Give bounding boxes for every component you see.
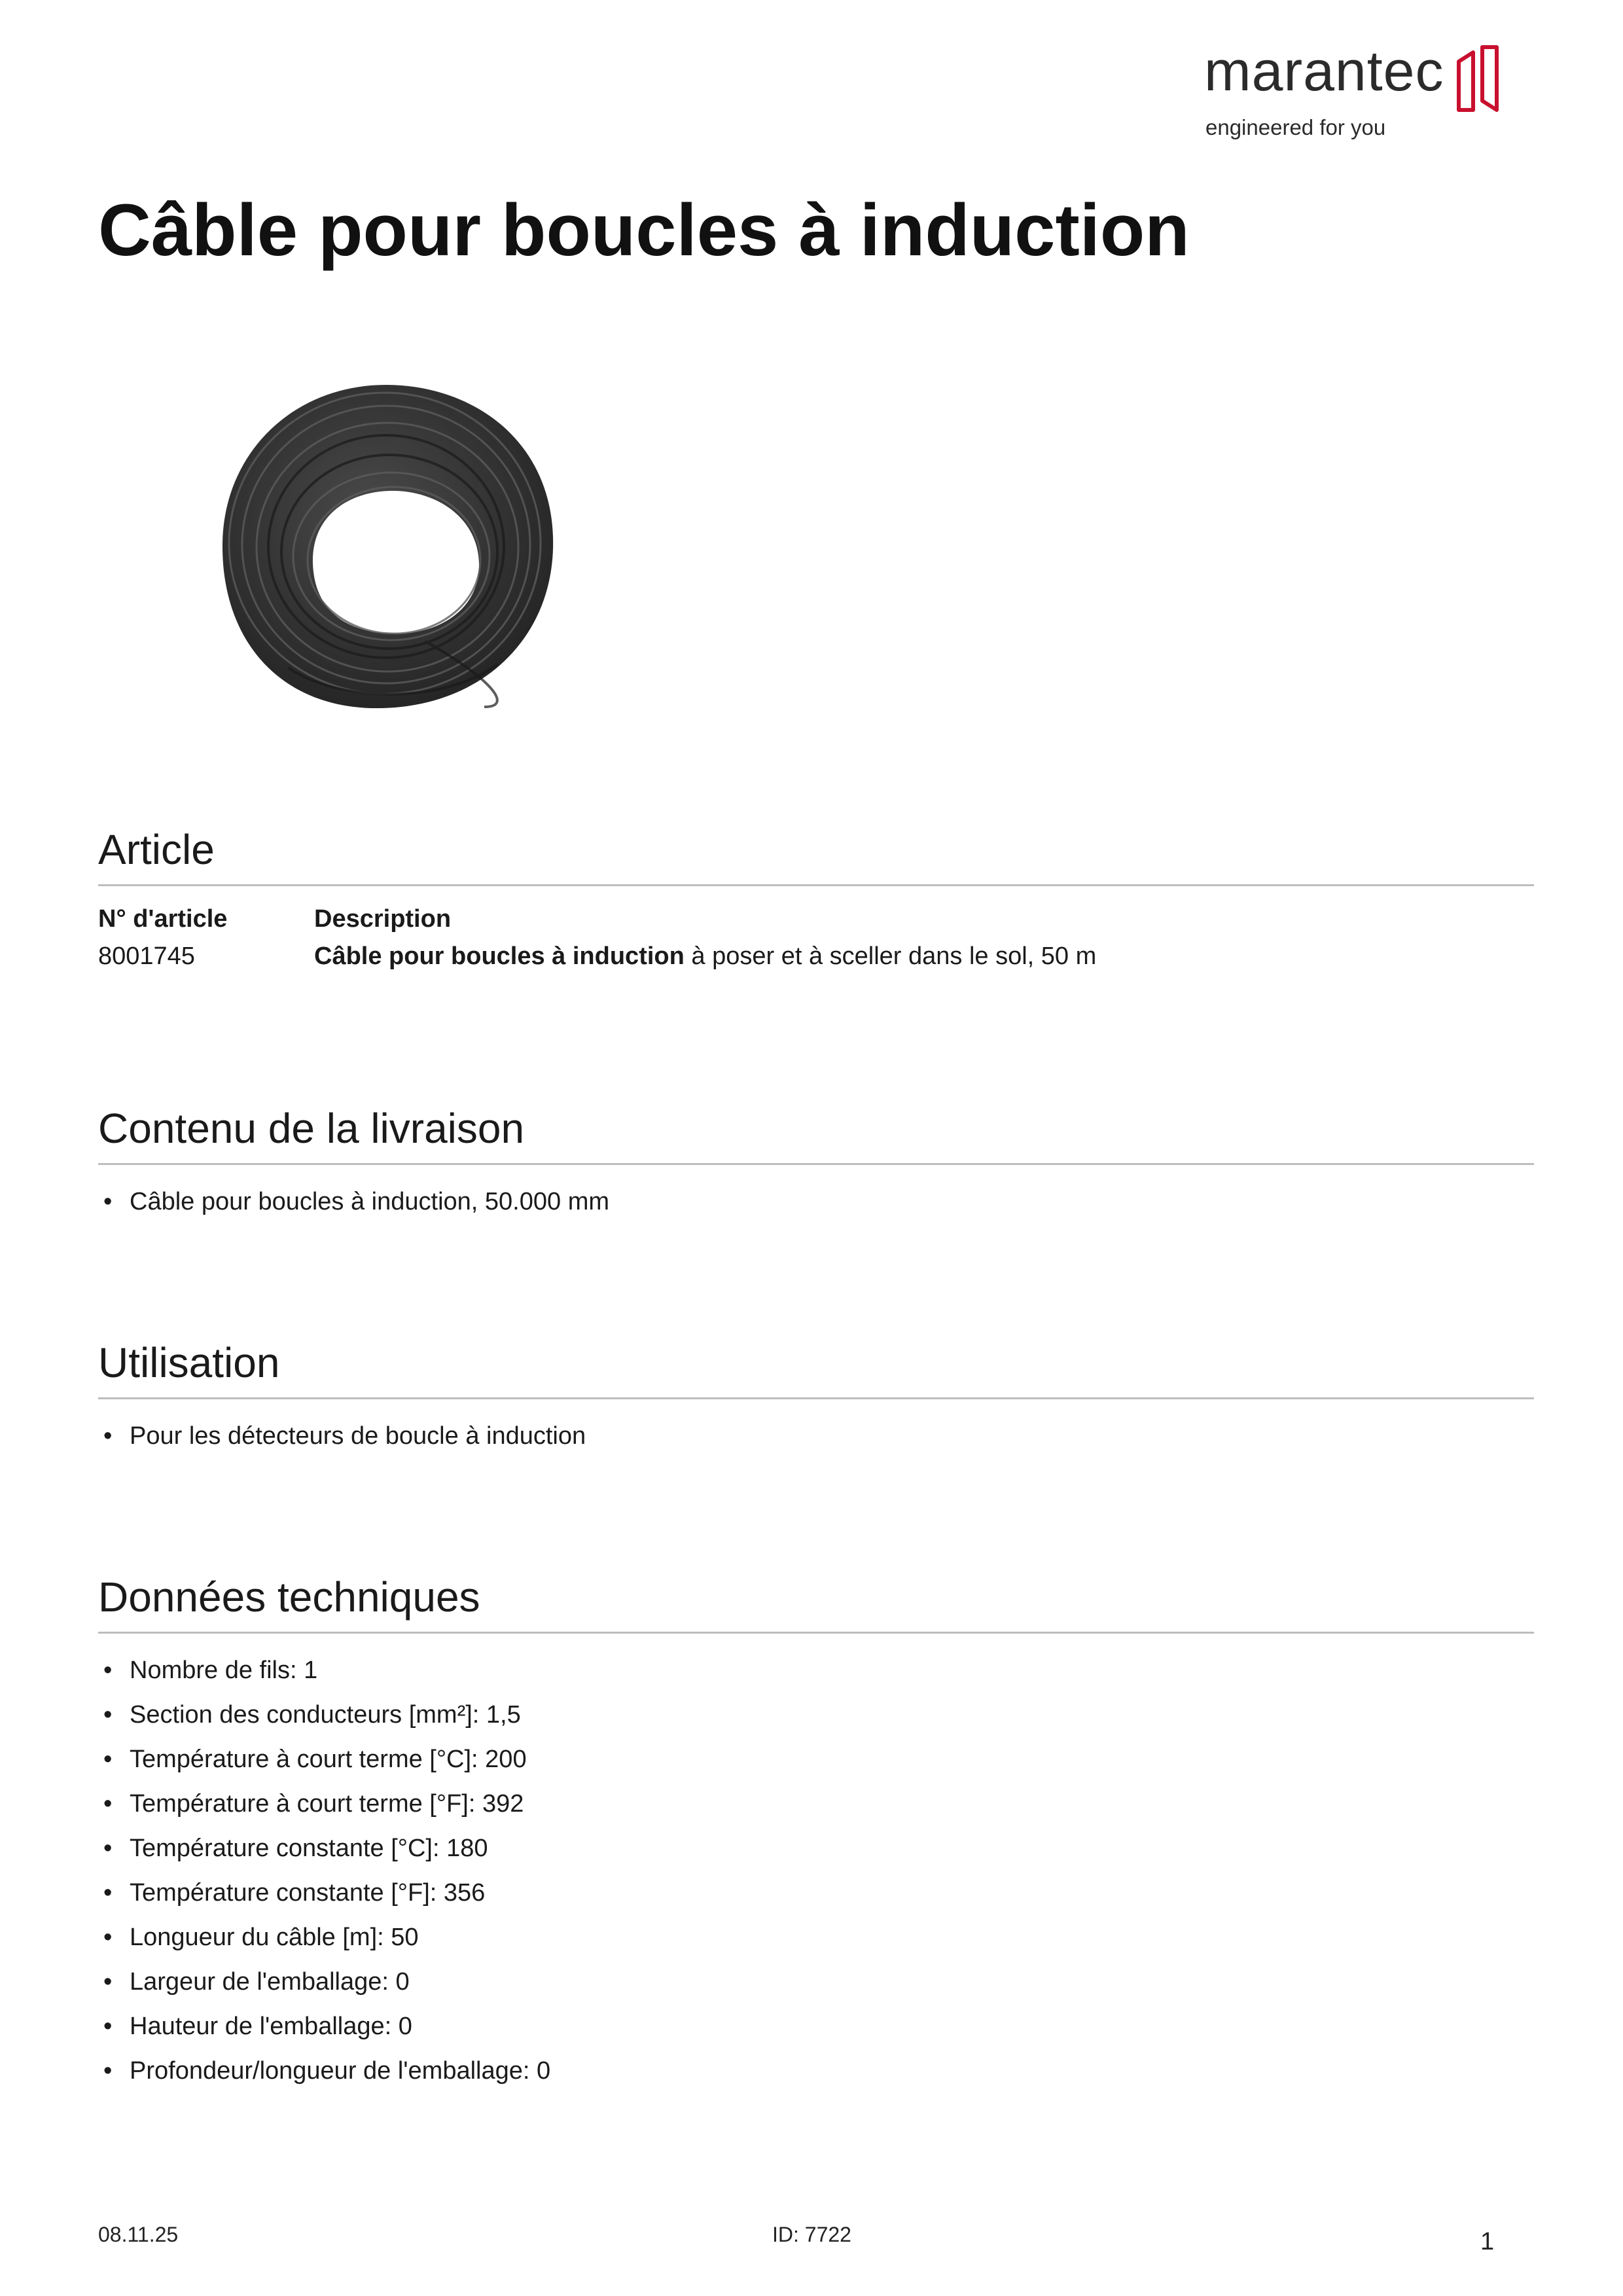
list-item [98,1782,1534,1826]
brand-name: marantec [1204,40,1444,103]
footer-document-id: ID: 7722 [772,2223,851,2246]
cable-coil-image [209,367,563,726]
list-item [98,2049,1534,2093]
usage-section [98,1338,1534,1458]
article-heading: Article [98,826,215,873]
usage-heading: Utilisation [98,1339,280,1386]
bullet-icon: • [103,1923,113,1951]
article-row [98,938,1534,975]
bullet-icon: • [103,1789,113,1818]
article-number: 8001745 [98,942,195,970]
list-item [98,1960,1534,2004]
marantec-mark-icon [1455,45,1502,114]
bullet-icon: • [103,1878,113,1907]
list-item [98,1648,1534,1693]
list-item-text: Température à court terme [°C]: 200 [130,1745,527,1773]
bullet-icon: • [103,2056,113,2085]
list-item [98,1871,1534,1915]
list-item-text: Longueur du câble [m]: 50 [130,1923,419,1951]
list-item [98,1693,1534,1737]
page-number: 1 [1480,2228,1495,2255]
bullet-icon: • [103,2012,113,2040]
list-item [98,1179,1534,1224]
list-item [98,1737,1534,1782]
bullet-icon: • [103,1834,113,1862]
technical-heading: Données techniques [98,1573,480,1621]
footer-date: 08.11.25 [98,2223,179,2246]
divider [98,1397,1534,1399]
divider [98,884,1534,886]
article-number-header: N° d'article [98,905,228,933]
article-section [98,825,1534,975]
article-table [98,901,1534,975]
list-item [98,1414,1534,1458]
list-item-text: Température constante [°F]: 356 [130,1878,486,1907]
article-description-header: Description [314,905,452,933]
list-item-text: Nombre de fils: 1 [130,1656,318,1684]
list-item-text: Pour les détecteurs de boucle à induction [130,1422,586,1450]
usage-list [98,1414,1534,1458]
bullet-icon: • [103,1422,113,1450]
bullet-icon: • [103,1700,113,1729]
brand-logo [1204,40,1505,148]
delivery-section [98,1103,1534,1224]
list-item-text: Profondeur/longueur de l'emballage: 0 [130,2056,551,2085]
article-description-product: Câble pour boucles à induction [314,942,685,970]
page-title: Câble pour boucles à induction [98,189,1190,271]
divider [98,1163,1534,1165]
bullet-icon: • [103,1656,113,1684]
delivery-list [98,1179,1534,1224]
technical-section [98,1572,1534,2093]
list-item [98,1826,1534,1871]
list-item-text: Hauteur de l'emballage: 0 [130,2012,412,2040]
list-item-text: Section des conducteurs [mm²]: 1,5 [130,1700,521,1729]
list-item-text: Température à court terme [°F]: 392 [130,1789,524,1818]
list-item [98,2004,1534,2049]
divider [98,1632,1534,1634]
list-item-text: Température constante [°C]: 180 [130,1834,488,1862]
bullet-icon: • [103,1187,113,1215]
technical-list [98,1648,1534,2093]
list-item-text: Largeur de l'emballage: 0 [130,1967,410,1996]
bullet-icon: • [103,1967,113,1996]
list-item [98,1915,1534,1960]
delivery-heading: Contenu de la livraison [98,1105,525,1152]
article-description [314,938,1534,975]
bullet-icon: • [103,1745,113,1773]
list-item-text: Câble pour boucles à induction, 50.000 mm [130,1187,610,1215]
article-header-row [98,901,1534,938]
article-description-detail: à poser et à sceller dans le sol, 50 m [684,942,1097,970]
brand-tagline: engineered for you [1205,115,1386,139]
